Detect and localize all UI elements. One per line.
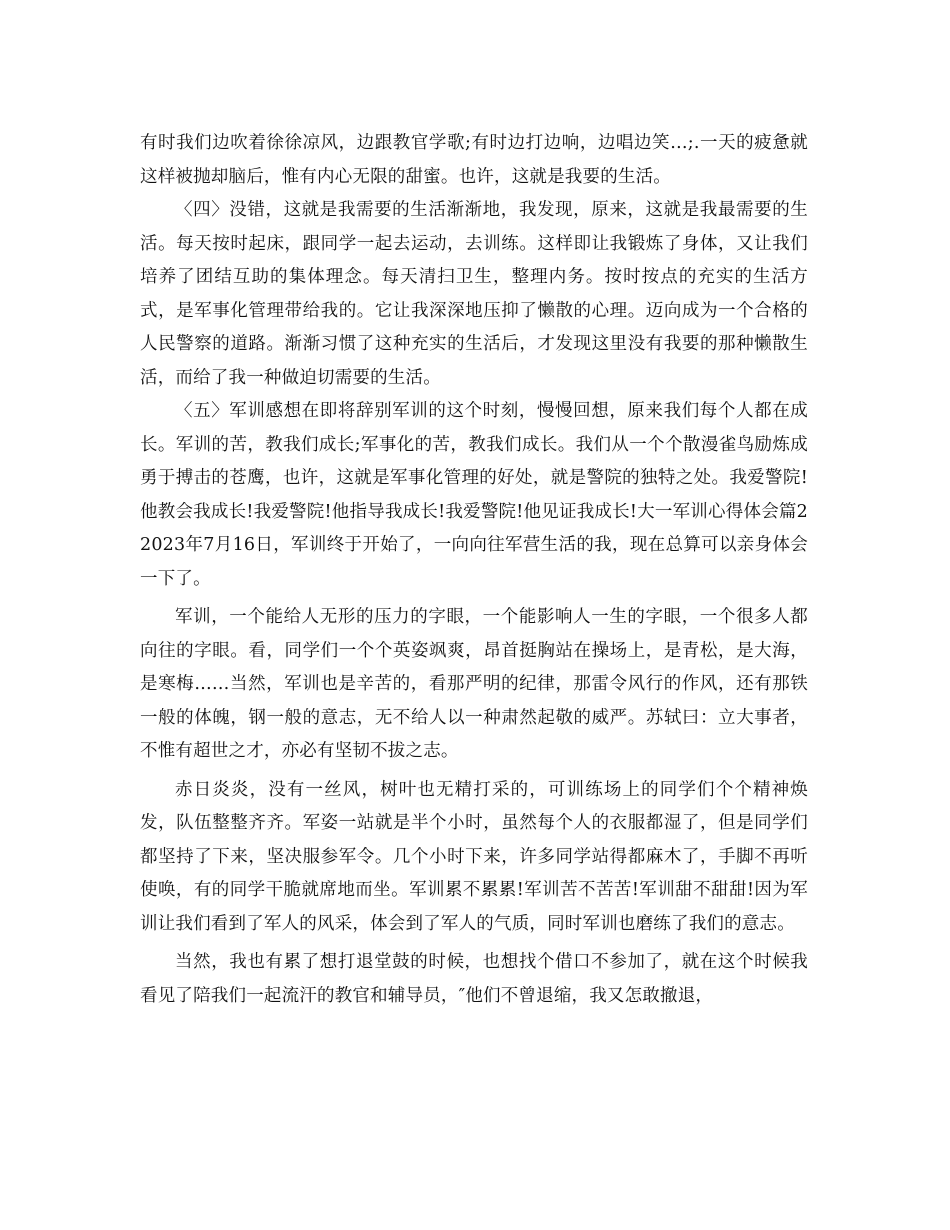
paragraph-1: 有时我们边吹着徐徐凉风，边跟教官学歌;有时边打边响，边唱边笑…;.一天的疲惫就这样被抛却脑后，惟有内心无限的甜蜜。也许，这就是我要的生活。: [140, 133, 808, 187]
document-body: [140, 127, 844, 1013]
paragraph-6: 当然，我也有累了想打退堂鼓的时候，也想找个借口不参加了，就在这个时候我看见了陪我们一起流汗的教官和辅导员，″他们不曾退缩，我又怎敢撤退，: [140, 952, 808, 1006]
paragraph-5: 赤日炎炎，没有一丝风，树叶也无精打采的，可训练场上的同学们个个精神焕发，队伍整整齐齐。军姿一站就是半个小时，虽然每个人的衣服都湿了，但是同学们都坚持了下来，坚决服参军令。几个小时下来，许多同学站得都麻木了，手脚不再听使唤，有的同学干脆就席地而坐。军训累不累累!军训苦不苦苦!军训甜不甜甜!因为军训让我们看到了军人的风采，体会到了军人的气质，同时军训也磨练了我们的意志。: [140, 779, 808, 934]
paragraph-4: 军训，一个能给人无形的压力的字眼，一个能影响人一生的字眼，一个很多人都向往的字眼。看，同学们一个个英姿飒爽，昂首挺胸站在操场上，是青松，是大海，是寒梅……当然，军训也是辛苦的，看那严明的纪律，那雷令风行的作风，还有那铁一般的体魄，钢一般的意志，无不给人以一种肃然起敬的威严。苏轼曰：立大事者，不惟有超世之才，亦必有坚韧不拔之志。: [140, 607, 808, 761]
paragraph-3: 〈五〉军训感想在即将辞别军训的这个时刻，慢慢回想，原来我们每个人都在成长。军训的苦，教我们成长;军事化的苦，教我们成长。我们从一个个散漫雀鸟励炼成勇于搏击的苍鹰，也许，这就是军事化管理的好处，就是警院的独特之处。我爱警院!他教会我成长!我爱警院!他指导我成长!我爱警院!他见证我成长!大一军训心得体会篇2 2023年7月16日，军训终于开始了，一向向往军营生活的我，现在总算可以亲身体会一下了。: [140, 401, 844, 589]
paragraph-2: 〈四〉没错，这就是我需要的生活渐渐地，我发现，原来，这就是我最需要的生活。每天按时起床，跟同学一起去运动，去训练。这样即让我锻炼了身体，又让我们培养了团结互助的集体理念。每天清扫卫生，整理内务。按时按点的充实的生活方式，是军事化管理带给我的。它让我深深地压抑了懒散的心理。迈向成为一个合格的人民警察的道路。渐渐习惯了这种充实的生活后，才发现这里没有我要的那种懒散生活，而给了我一种做迫切需要的生活。: [140, 200, 808, 388]
